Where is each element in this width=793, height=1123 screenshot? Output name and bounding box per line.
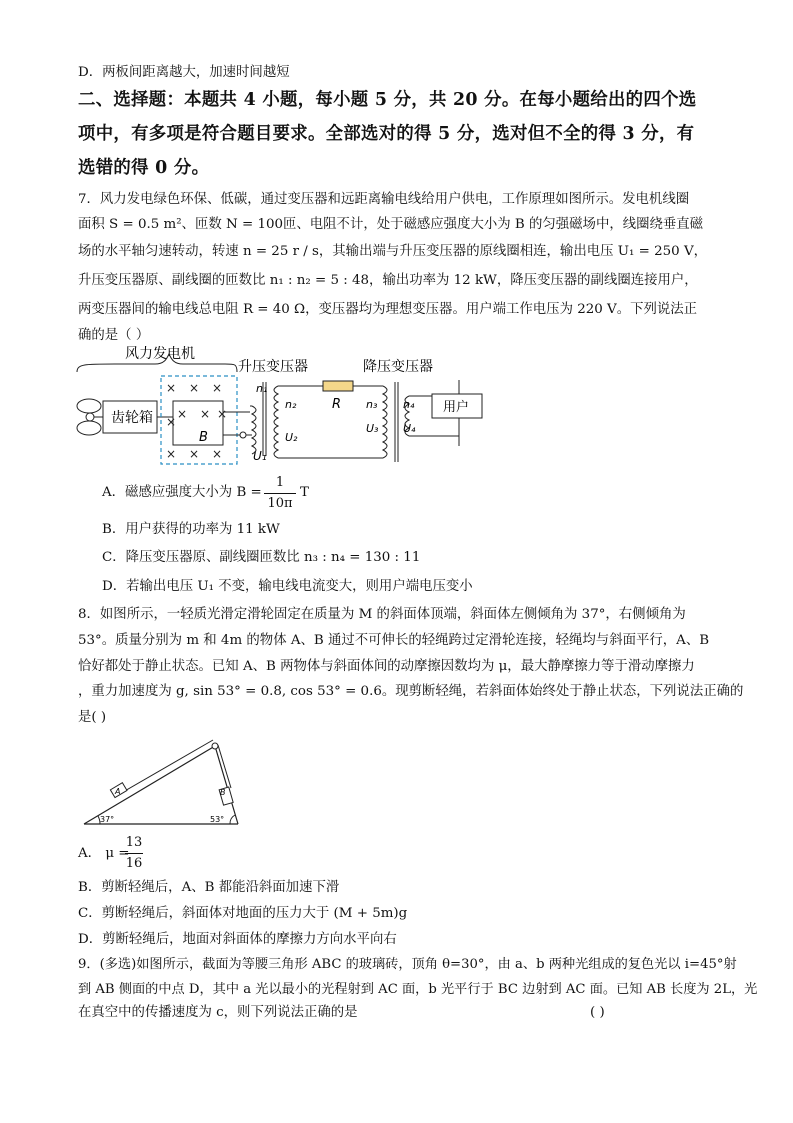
svg-text:×: × [212,447,223,461]
svg-text:×: × [200,407,211,421]
q9-text-line1: 9．(多选)如图所示，截面为等腰三角形 ABC 的玻璃砖，顶角 θ=30°，由 a、b 两种光组成的复色光以 i=45°射 [78,957,737,972]
pulley [212,743,218,749]
q7-option-b: B．用户获得的功率为 11 kW [102,522,280,537]
q8-option-b: B．剪断轻绳后，A、B 都能沿斜面加速下滑 [78,880,340,895]
q7-option-a-numerator: 1 [275,475,285,490]
section2-header-line3: 选错的得 0 分。 [78,158,210,178]
section2-header-line2: 项中，有多项是符合题目要求。全部选对的得 5 分，选对但不全的得 3 分，有 [78,124,695,144]
q8-fraction-bar [125,853,143,854]
q7-option-c: C．降压变压器原、副线圈匝数比 n₃ : n₄ = 130 : 11 [102,550,421,565]
q8-option-c: C．剪断轻绳后，斜面体对地面的压力大于 (M + 5m)g [78,906,408,921]
svg-text:×: × [189,381,200,395]
svg-text:×: × [189,447,200,461]
q7-option-d: D．若输出电压 U₁ 不变，输电线电流变大，则用户端电压变小 [102,579,473,594]
block-a-label: A [115,787,121,796]
q8-option-d: D．剪断轻绳后，地面对斜面体的摩擦力方向水平向右 [78,932,397,947]
step-up-label: 升压变压器 [238,359,308,375]
q8-text-line2: 53°。质量分别为 m 和 4m 的物体 A、B 通过不可伸长的轻绳跨过定滑轮连接，轻绳均与斜面平行，A、B [78,633,710,648]
q8-option-a-numerator: 13 [125,835,143,850]
u3-label: U₃ [366,422,379,435]
u1-label: U₁ [253,449,267,463]
q7-text-line5: 两变压器间的输电线总电阻 R = 40 Ω，变压器均为理想变压器。用户端工作电压为 220 V。下列说法正 [78,302,698,317]
u4-label: U₄ [403,422,416,435]
n3-label: n₃ [366,398,378,411]
svg-text:×: × [166,447,177,461]
q9-answer-paren: ( ) [590,1005,605,1020]
q8-text-line4: ，重力加速度为 g, sin 53° = 0.8, cos 53° = 0.6。现剪断轻绳，若斜面体始终处于静止状态，下列说法正确的 [78,684,744,699]
svg-text:×: × [212,381,223,395]
svg-text:×: × [177,407,188,421]
field-b-label: B [199,430,208,445]
q8-incline-figure [82,736,242,830]
step-down-label: 降压变压器 [363,359,433,375]
q8-text-line3: 恰好都处于静止状态。已知 A、B 两物体与斜面体间的动摩擦因数均为 μ，最大静摩擦力等于滑动摩擦力 [78,659,695,674]
line-resistor [323,381,353,391]
gearbox-label: 齿轮箱 [111,410,153,426]
q8-option-a: A． μ = [78,846,130,861]
q8-option-a-denominator: 16 [125,856,143,871]
n2-label: n₂ [285,398,297,411]
q9-text-line3: 在真空中的传播速度为 c，则下列说法正确的是 [78,1005,358,1020]
angle-53-label: 53° [210,815,225,824]
n4-label: n₄ [403,398,415,411]
block-b-label: B [220,788,226,797]
q7-circuit-figure [75,346,495,468]
q7-text-line6: 确的是（ ） [78,328,150,343]
q7-text-line3: 场的水平轴匀速转动，转速 n = 25 r / s，其输出端与升压变压器的原线圈相连，输出电压 U₁ = 250 V， [78,244,708,259]
q7-text-line2: 面积 S = 0.5 m²、匝数 N = 100匝、电阻不计，处于磁感应强度大小为 B 的匀强磁场中，线圈绕垂直磁 [78,217,704,232]
section2-header-line1: 二、选择题：本题共 4 小题，每小题 5 分，共 20 分。在每小题给出的四个选 [78,90,697,110]
n1-label: n₁ [256,382,268,395]
q9-text-line2: 到 AB 侧面的中点 D，其中 a 光以最小的光程射到 AC 面，b 光平行于 BC 边射到 AC 面。已知 AB 长度为 2L，光 [78,982,758,997]
svg-text:×: × [166,381,177,395]
resistor-r-label: R [332,397,342,412]
q7-fraction-bar [264,493,296,494]
q8-text-line1: 8．如图所示，一轻质光滑定滑轮固定在质量为 M 的斜面体顶端，斜面体左侧倾角为 37°，右侧倾角为 [78,607,686,622]
generator-label: 风力发电机 [125,346,195,362]
user-label: 用户 [443,400,470,415]
q7-option-a-unit: T [300,485,309,500]
svg-text:×: × [166,415,177,429]
q7-option-a: A．磁感应强度大小为 B = [102,485,262,500]
q7-text-line4: 升压变压器原、副线圈的匝数比 n₁ : n₂ = 5 : 48，输出功率为 12 kW，降压变压器的副线圈连接用户， [78,273,698,288]
q6-option-d: D．两板间距离越大，加速时间越短 [78,65,290,80]
propeller-icon [77,399,103,435]
q8-text-line5: 是( ) [78,710,107,725]
angle-37-label: 37° [100,815,115,824]
svg-text:×: × [217,407,228,421]
u2-label: U₂ [285,431,298,444]
q7-option-a-denominator: 10π [267,496,293,511]
q7-text-line1: 7．风力发电绿色环保、低碳，通过变压器和远距离输电线给用户供电，工作原理如图所示。发电机线圈 [78,192,690,207]
